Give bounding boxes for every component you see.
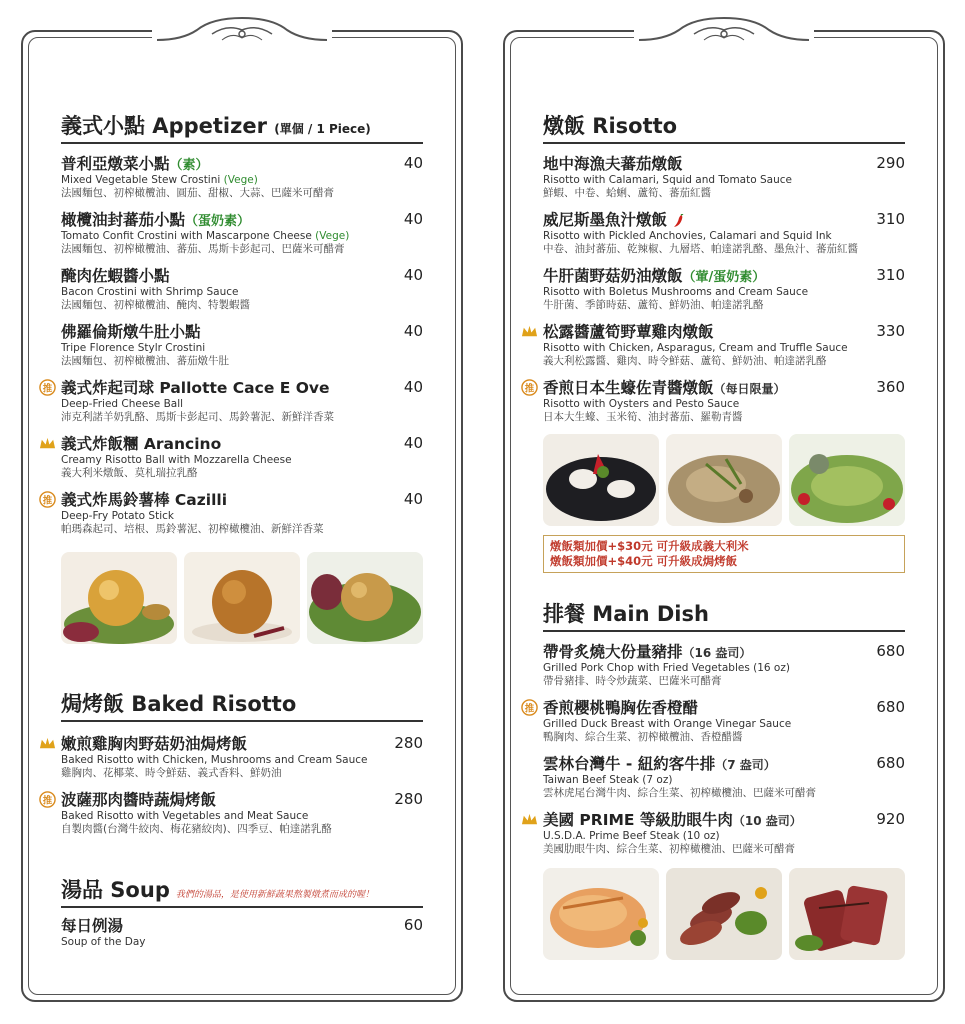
menu-item: 牛肝菌野菇奶油燉飯（葷/蛋奶素） Risotto with Boletus Mushrooms and Cream Sauce 牛肝菌、季節時菇、蘆筍、鮮奶油、帕達諾乳酪 310 xyxy=(543,266,905,311)
price: 40 xyxy=(403,490,423,508)
svg-text:推: 推 xyxy=(42,383,53,395)
svg-text:推: 推 xyxy=(42,795,53,807)
price: 280 xyxy=(394,734,423,752)
menu-item: 美國 PRIME 等級肋眼牛肉（10 盎司） U.S.D.A. Prime Beef Steak (10 oz) 美國肋眼牛肉、綜合生菜、初榨橄欖油、巴薩米可醋膏 920 xyxy=(543,808,905,860)
menu-item: 嫩煎雞胸肉野菇奶油焗烤飯 Baked Risotto with Chicken, Mushrooms and Cream Sauce 雞胸肉、花椰菜、時令鮮菇、義式香料、鮮奶油 280 xyxy=(61,732,423,784)
menu-item: 每日例湯 Soup of the Day 60 xyxy=(61,916,423,948)
price: 310 xyxy=(876,266,905,284)
food-photo-pork-chop xyxy=(543,868,659,960)
price: 290 xyxy=(876,154,905,172)
recommend-badge-icon xyxy=(521,699,538,716)
food-photo-pesto-oyster-risotto xyxy=(789,434,905,526)
menu-page-right xyxy=(503,30,945,1002)
food-photo-duck-breast xyxy=(666,868,782,960)
price: 680 xyxy=(876,754,905,772)
svg-text:推: 推 xyxy=(42,495,53,507)
appetizer-photos xyxy=(61,552,423,648)
food-photo-squid-ink-risotto xyxy=(543,434,659,526)
price: 280 xyxy=(394,790,423,808)
price: 40 xyxy=(403,378,423,396)
crown-icon xyxy=(521,323,538,340)
menu-item: 推 義式炸馬鈴薯棒 Cazilli Deep-Fry Potato Stick 帕瑪森起司、培根、馬鈴薯泥、初榨橄欖油、新鮮洋香菜 40 xyxy=(61,488,423,540)
crown-icon xyxy=(39,435,56,452)
crown-icon xyxy=(521,811,538,828)
price: 40 xyxy=(403,434,423,452)
menu-item: 地中海漁夫蕃茄燉飯 Risotto with Calamari, Squid and Tomato Sauce 鮮蝦、中卷、蛤蜊、蘆筍、蕃茄紅醬 290 xyxy=(543,154,905,199)
risotto-photos xyxy=(543,434,905,530)
menu-item: 威尼斯墨魚汁燉飯 Risotto with Pickled Anchovies, Calamari and Squid Ink 中卷、油封蕃茄、乾辣椒、九層塔、帕達諾乳酪、墨魚汁、蕃茄紅醬 310 xyxy=(543,210,905,255)
menu-item: 推 義式炸起司球 Pallotte Cace E Ove Deep-Fried Cheese Ball 沛克利諾羊奶乳酪、馬斯卡彭起司、馬鈴薯泥、新鮮洋香菜 40 xyxy=(61,376,423,428)
price: 40 xyxy=(403,154,423,172)
section-title-baked-risotto: 焗烤飯 Baked Risotto xyxy=(61,688,423,722)
menu-item: 雲林台灣牛 - 紐約客牛排（7 盎司） Taiwan Beef Steak (7 oz) 雲林虎尾台灣牛肉、綜合生菜、初榨橄欖油、巴薩米可醋膏 680 xyxy=(543,754,905,799)
price: 920 xyxy=(876,810,905,828)
upgrade-note-box: 燉飯類加價+$30元 可升級成義大利米 燉飯類加價+$40元 可升級成焗烤飯 xyxy=(543,535,905,573)
menu-item: 醃肉佐蝦醬小點 Bacon Crostini with Shrimp Sauce 法國麵包、初榨橄欖油、醃肉、特製蝦醬 40 xyxy=(61,266,423,311)
ornament-top-left xyxy=(152,10,332,50)
chili-icon xyxy=(672,214,684,228)
crown-icon xyxy=(39,735,56,752)
section-title-soup: 湯品 Soup 我們的湯品，是使用新鮮蔬果熬製燉煮而成的喔！ xyxy=(61,874,423,908)
food-photo-cheese-ball xyxy=(61,552,177,644)
food-photo-potato-stick xyxy=(307,552,423,644)
menu-item: 帶骨炙燒大份量豬排（16 盎司） Grilled Pork Chop with Fried Vegetables (16 oz) 帶骨豬排、時令炒蔬菜、巴薩米可醋膏 680 xyxy=(543,642,905,687)
price: 60 xyxy=(403,916,423,934)
price: 40 xyxy=(403,210,423,228)
menu-item: 橄欖油封蕃茄小點（蛋奶素） Tomato Confit Crostini with Mascarpone Cheese (Vege) 法國麵包、初榨橄欖油、蕃茄、馬斯卡彭起司、巴薩米可醋膏 40 xyxy=(61,210,423,255)
menu-item: 松露醬蘆筍野蕈雞肉燉飯 Risotto with Chicken, Asparagus, Cream and Truffle Sauce 義大利松露醬、雞肉、時令鮮菇、蘆筍、鮮奶油、帕達諾乳酪 330 xyxy=(543,320,905,372)
section-title-main-dish: 排餐 Main Dish xyxy=(543,598,905,632)
recommend-badge-icon xyxy=(39,491,56,508)
menu-item: 義式炸飯糰 Arancino Creamy Risotto Ball with Mozzarella Cheese 義大利米燉飯、莫札瑞拉乳酪 40 xyxy=(61,432,423,484)
main-dish-photos xyxy=(543,868,905,964)
menu-item: 推 香煎日本生蠔佐青醬燉飯（每日限量） Risotto with Oysters and Pesto Sauce 日本大生蠔、玉米筍、油封蕃茄、羅勒青醬 360 xyxy=(543,376,905,428)
menu-item: 推 波薩那肉醬時蔬焗烤飯 Baked Risotto with Vegetables and Meat Sauce 自製肉醬(台灣牛絞肉、梅花豬絞肉)、四季豆、帕達諾乳酪 280 xyxy=(61,788,423,840)
menu-item: 推 香煎櫻桃鴨胸佐香橙醋 Grilled Duck Breast with Orange Vinegar Sauce 鴨胸肉、綜合生菜、初榨橄欖油、香橙醋醬 680 xyxy=(543,696,905,748)
recommend-badge-icon xyxy=(39,379,56,396)
section-title-risotto: 燉飯 Risotto xyxy=(543,110,905,144)
svg-text:推: 推 xyxy=(524,383,535,395)
section-title-appetizer: 義式小點 Appetizer (單個 / 1 Piece) xyxy=(61,110,423,144)
svg-text:推: 推 xyxy=(524,703,535,715)
recommend-badge-icon xyxy=(39,791,56,808)
price: 330 xyxy=(876,322,905,340)
price: 360 xyxy=(876,378,905,396)
food-photo-ribeye-steak xyxy=(789,868,905,960)
food-photo-arancino xyxy=(184,552,300,644)
menu-item: 普利亞燉菜小點（素） Mixed Vegetable Stew Crostini (Vege) 法國麵包、初榨橄欖油、圓茄、甜椒、大蒜、巴薩米可醋膏 40 xyxy=(61,154,423,199)
menu-page-left xyxy=(21,30,463,1002)
menu-item: 佛羅倫斯燉牛肚小點 Tripe Florence Stylr Crostini 法國麵包、初榨橄欖油、蕃茄燉牛肚 40 xyxy=(61,322,423,367)
ornament-top-right xyxy=(634,10,814,50)
price: 680 xyxy=(876,642,905,660)
price: 40 xyxy=(403,322,423,340)
price: 680 xyxy=(876,698,905,716)
recommend-badge-icon xyxy=(521,379,538,396)
price: 40 xyxy=(403,266,423,284)
food-photo-mushroom-risotto xyxy=(666,434,782,526)
price: 310 xyxy=(876,210,905,228)
